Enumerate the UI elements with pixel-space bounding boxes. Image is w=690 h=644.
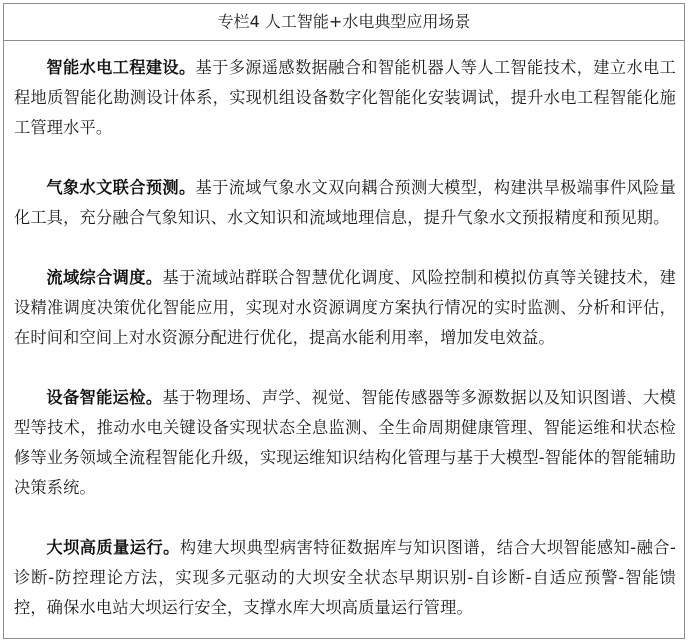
box-title: 专栏4 人工智能+水电典型应用场景 bbox=[4, 4, 684, 41]
section-text: 基于多源遥感数据融合和智能机器人等人工智能技术，建立水电工程地质智能化勘测设计体系，实现机组设备数字化智能化安装调试，提升水电工程智能化施工管理水平。 bbox=[14, 58, 676, 137]
section-heading: 流域综合调度。 bbox=[46, 268, 163, 287]
section-heading: 大坝高质量运行。 bbox=[46, 538, 180, 557]
section-heading: 设备智能运检。 bbox=[46, 388, 163, 407]
section-paragraph bbox=[14, 53, 676, 143]
box-body bbox=[4, 41, 684, 623]
section-paragraph bbox=[14, 263, 676, 353]
section-paragraph bbox=[14, 383, 676, 503]
section-heading: 智能水电工程建设。 bbox=[46, 58, 196, 77]
section-text: 基于流域站群联合智慧优化调度、风险控制和模拟仿真等关键技术，建设精准调度决策优化智能应用，实现对水资源调度方案执行情况的实时监测、分析和评估，在时间和空间上对水资源分配进行优化，提高水能利用率，增加发电效益。 bbox=[14, 268, 676, 347]
section-text: 基于物理场、声学、视觉、智能传感器等多源数据以及知识图谱、大模型等技术，推动水电关键设备实现状态全息监测、全生命周期健康管理、智能运维和状态检修等业务领域全流程智能化升级，实现运维知识结构化管理与基于大模型-智能体的智能辅助决策系统。 bbox=[14, 388, 676, 497]
section-paragraph bbox=[14, 173, 676, 233]
section-paragraph bbox=[14, 533, 676, 623]
section-text: 基于流域气象水文双向耦合预测大模型，构建洪旱极端事件风险量化工具，充分融合气象知识、水文知识和流域地理信息，提升气象水文预报精度和预见期。 bbox=[14, 178, 676, 227]
section-text: 构建大坝典型病害特征数据库与知识图谱，结合大坝智能感知-融合-诊断-防控理论方法，实现多元驱动的大坝安全状态早期识别-自诊断-自适应预警-智能馈控，确保水电站大坝运行安全，支撑水库大坝高质量运行管理。 bbox=[14, 538, 676, 617]
section-heading: 气象水文联合预测。 bbox=[46, 178, 196, 197]
feature-box bbox=[3, 3, 685, 639]
